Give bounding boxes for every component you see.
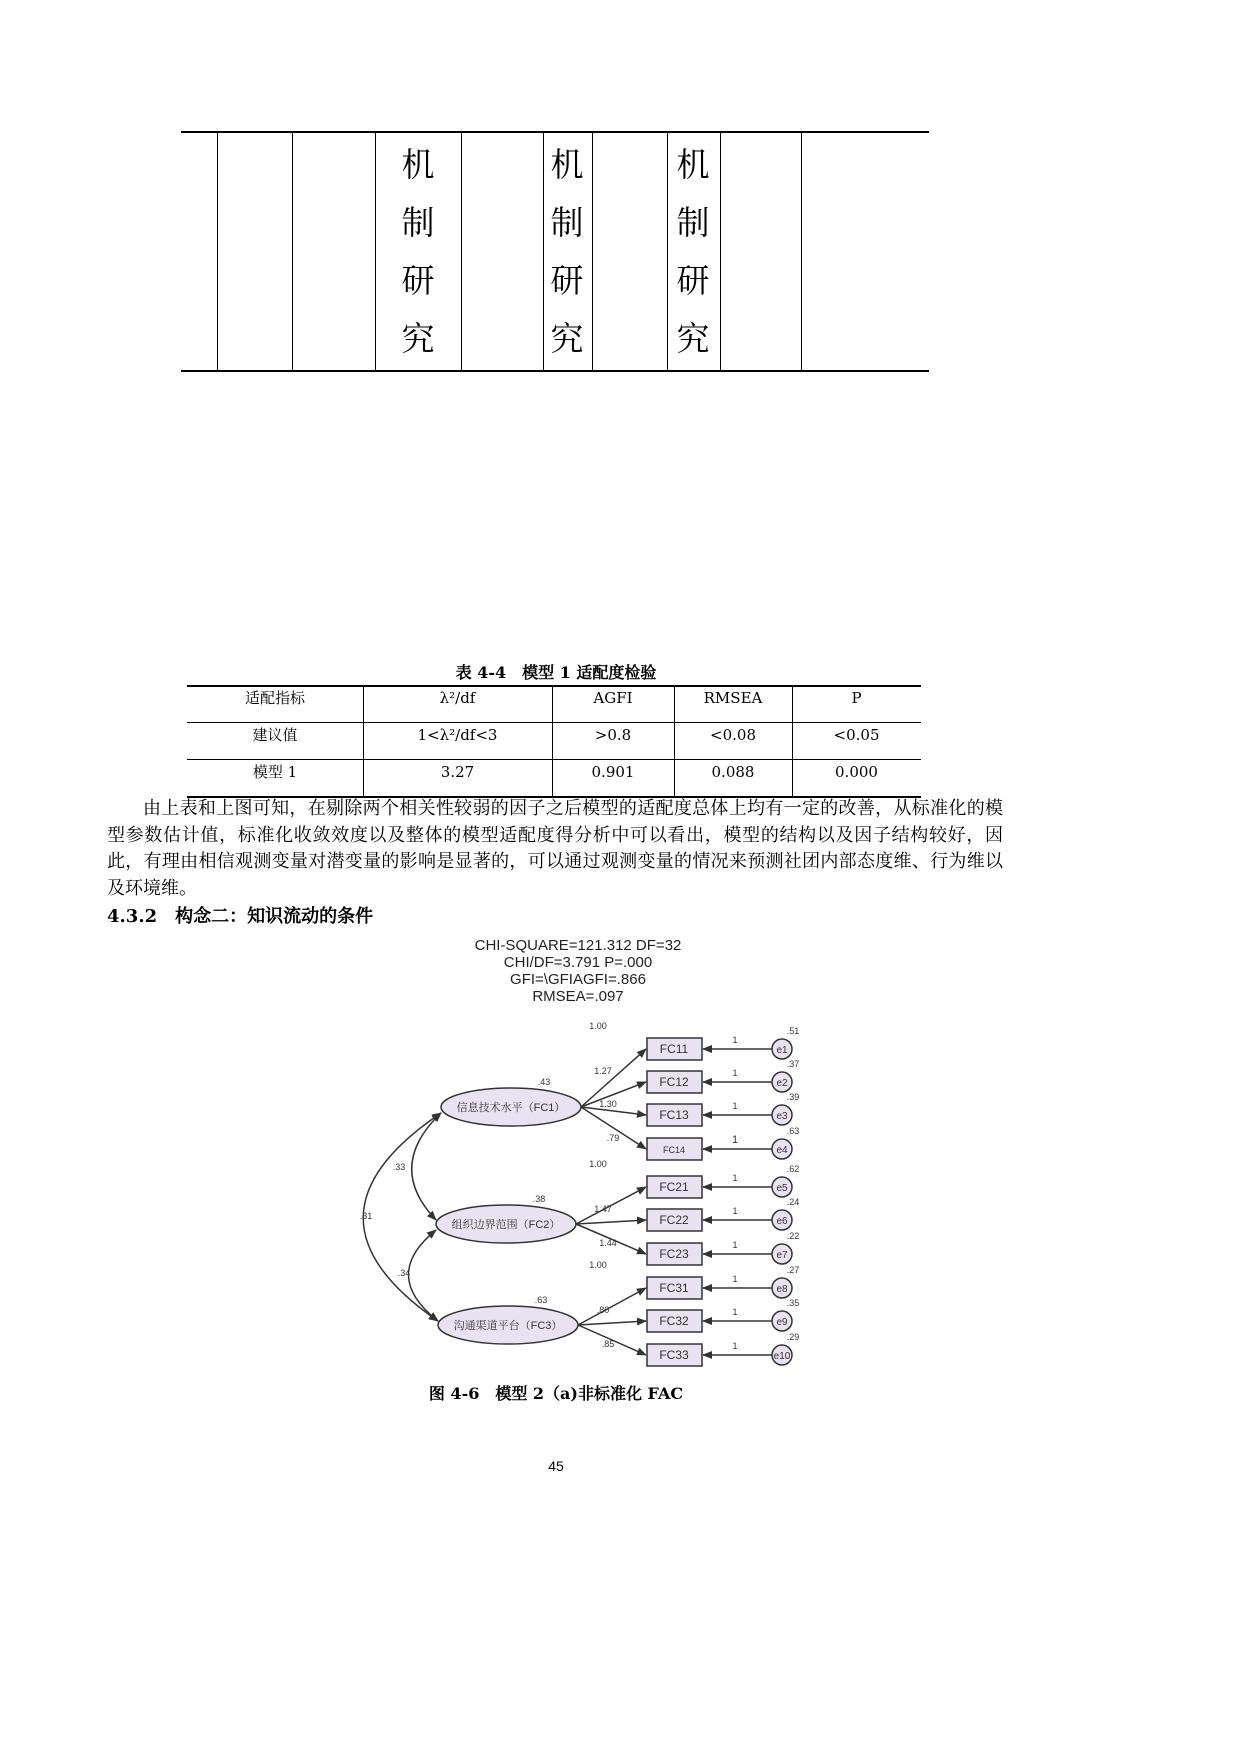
table-cell-char: 机 [401,145,435,184]
covariance-arc [408,1230,438,1321]
error-variance: .51 [786,1026,800,1036]
table-column-divider [720,133,721,370]
error-label: e5 [776,1183,788,1194]
table-rule [187,796,921,798]
covariance-value: .34 [397,1268,411,1278]
fit-statistic-line: RMSEA=.097 [532,988,624,1005]
error-weight: 1 [732,1101,738,1111]
latent-variance: .43 [537,1077,551,1087]
error-label: e1 [776,1045,788,1056]
table-cell: 3.27 [440,763,475,781]
table-cell: 模型 1 [252,763,298,781]
table-column-divider [217,133,218,370]
loading-value: .79 [606,1133,620,1143]
error-variance: .39 [786,1092,800,1102]
table-header-cell: 适配指标 [244,689,305,707]
table-caption: 表 4-4 模型 1 适配度检验 [455,663,657,682]
body-paragraph: 由上表和上图可知，在剔除两个相关性较弱的因子之后模型的适配度总体上均有一定的改善，从标准化的模型参数估计值，标准化收敛效度以及整体的模型适配度得分析中可以看出，模型的结构以及因子结构较好，因此，有理由相信观测变量对潜变量的影响是显著的，可以通过观测变量的情况来预测社团内部态度维、行为维以及环境维。 [107,798,1003,899]
error-label: e4 [776,1145,788,1156]
error-weight: 1 [732,1307,738,1317]
table-cell-char: 究 [550,319,584,358]
table-column-divider [292,133,293,370]
indicator-label: FC21 [659,1180,689,1194]
table-cell-char: 研 [401,261,435,300]
table-cell: >0.8 [594,726,632,744]
error-weight: 1 [732,1240,738,1250]
table-cell: 建议值 [252,726,298,744]
indicator-label: FC23 [659,1247,689,1261]
error-variance: .37 [786,1059,800,1069]
fit-statistic-line: CHI-SQUARE=121.312 DF=32 [474,937,682,954]
latent-label: 组织边界范围（FC2） [451,1219,561,1231]
error-weight: 1 [731,1134,739,1146]
loading-value: 1.47 [594,1204,612,1214]
error-variance: .22 [786,1231,800,1241]
table-cell-char: 制 [550,203,584,242]
table-column-divider [375,133,376,370]
indicator-label: FC32 [659,1314,689,1328]
table-column-divider [592,133,593,370]
table-cell-char: 制 [401,203,435,242]
indicator-label: FC12 [659,1075,689,1089]
loading-value: .80 [596,1305,610,1315]
loading-value: .85 [601,1339,615,1349]
figure-caption: 图 4-6 模型 2（a)非标准化 FAC [428,1384,684,1403]
section-heading: 4.3.2 构念二：知识流动的条件 [107,906,374,927]
table-cell: 0.088 [711,763,755,781]
error-label: e8 [776,1284,788,1295]
error-variance: .24 [786,1197,800,1207]
error-weight: 1 [732,1274,738,1284]
loading-value: 1.30 [599,1099,617,1109]
error-variance: .35 [786,1298,800,1308]
error-weight: 1 [732,1035,738,1045]
table-cell: 0.000 [835,763,878,781]
error-weight: 1 [732,1341,738,1351]
covariance-arc [412,1113,441,1220]
indicator-label: FC13 [659,1108,689,1122]
loading-arrow [578,1288,646,1325]
error-label: e9 [776,1317,788,1328]
page-number: 45 [548,1458,564,1474]
indicator-label: FC14 [662,1145,686,1155]
covariance-value: .31 [359,1211,373,1221]
error-label: e3 [776,1111,788,1122]
table-cell: <0.05 [833,726,880,744]
latent-label: 沟通渠道平台（FC3） [453,1320,563,1332]
error-weight: 1 [732,1173,738,1183]
table-cell-char: 究 [676,319,710,358]
table-column-divider [801,133,802,370]
table-cell: 1<λ²/df<3 [417,726,498,744]
loading-arrow [578,1321,646,1325]
indicator-label: FC31 [659,1281,689,1295]
table-header-cell: P [851,689,862,707]
latent-label: 信息技术水平（FC1） [456,1102,566,1114]
error-label: e7 [776,1250,788,1261]
error-label: e2 [776,1078,788,1089]
table-column-divider [461,133,462,370]
loading-value: 1.27 [594,1066,612,1076]
indicator-label: FC33 [659,1348,689,1362]
table-header-cell: RMSEA [703,689,763,707]
covariance-arc [363,1113,441,1321]
loading-value: 1.00 [589,1021,607,1031]
table-header-cell: AGFI [593,689,633,707]
loading-arrow [576,1220,646,1224]
indicator-label: FC11 [659,1042,689,1056]
latent-variance: .63 [534,1295,548,1305]
error-label: e10 [773,1351,791,1362]
error-variance: .63 [786,1126,800,1136]
table-header-cell: λ²/df [439,689,476,707]
error-variance: .27 [786,1265,800,1275]
covariance-value: .33 [392,1162,406,1172]
table-cell-char: 研 [676,261,710,300]
table-cell: <0.08 [710,726,756,744]
table-cell-char: 机 [676,145,710,184]
fit-statistic-line: GFI=\GFIAGFI=.866 [510,971,646,988]
table-cell-char: 研 [550,261,584,300]
loading-value: 1.44 [599,1238,617,1248]
table-cell-char: 制 [676,203,710,242]
latent-variance: .38 [532,1194,546,1204]
error-variance: .29 [786,1332,800,1342]
table-cell: 0.901 [591,763,635,781]
loading-value: 1.00 [589,1159,607,1169]
error-label: e6 [776,1216,788,1227]
indicator-label: FC22 [659,1213,689,1227]
table-rule [187,722,921,723]
table-cell-char: 机 [550,145,584,184]
fit-statistic-line: CHI/DF=3.791 P=.000 [503,954,653,971]
loading-value: 1.00 [589,1260,607,1270]
error-weight: 1 [732,1206,738,1216]
table-rule [187,759,921,760]
error-variance: .62 [786,1164,800,1174]
error-weight: 1 [732,1068,738,1078]
table-cell-char: 究 [401,319,435,358]
